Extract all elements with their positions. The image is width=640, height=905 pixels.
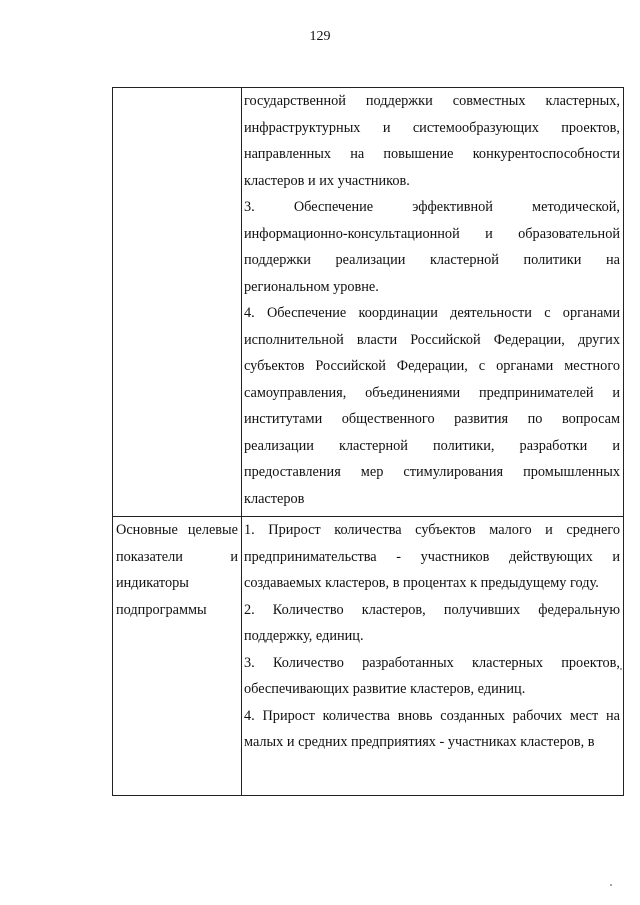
scan-speck <box>610 884 612 886</box>
content-paragraph: 3. Количество разработанных кластерных проектов, обеспечивающих развитие кластеров, единиц. <box>244 654 620 697</box>
content-paragraph: 1. Прирост количества субъектов малого и среднего предпринимательства - участников действующих и создаваемых кластеров, в процентах к предыдущему году. <box>244 522 620 591</box>
table-row <box>113 88 624 517</box>
row-content-cell <box>242 88 624 517</box>
content-paragraph: 4. Прирост количества вновь созданных рабочих мест на малых и средних предприятиях - участниках кластеров, в <box>244 707 620 750</box>
content-paragraph: государственной поддержки совместных кластерных, инфраструктурных и системообразующих проектов, направленных на повышение конкурентоспособности кластеров и их участников. <box>244 93 620 189</box>
row-label: Основные целевые показатели и индикаторы подпрограммы <box>116 522 238 618</box>
table-row <box>113 517 624 796</box>
page-number: 129 <box>309 29 331 44</box>
subprogram-passport-table <box>112 87 624 796</box>
row-content-cell <box>242 517 624 796</box>
content-paragraph: 2. Количество кластеров, получивших федеральную поддержку, единиц. <box>244 601 620 644</box>
row-label-cell <box>113 88 242 517</box>
content-paragraph: 4. Обеспечение координации деятельности с органами исполнительной власти Российской Федерации, других субъектов Российской Федерации, с органами местного самоуправления, объединениями предпринимателей и институтами общественного развития по вопросам реализации кластерной политики, разработки и предоставления мер стимулирования промышленных кластеров <box>244 305 620 507</box>
scan-speck <box>620 668 622 670</box>
row-label-cell <box>113 517 242 796</box>
content-paragraph: 3. Обеспечение эффективной методической, информационно-консультационной и образовательной поддержки реализации кластерной политики на региональном уровне. <box>244 199 620 295</box>
